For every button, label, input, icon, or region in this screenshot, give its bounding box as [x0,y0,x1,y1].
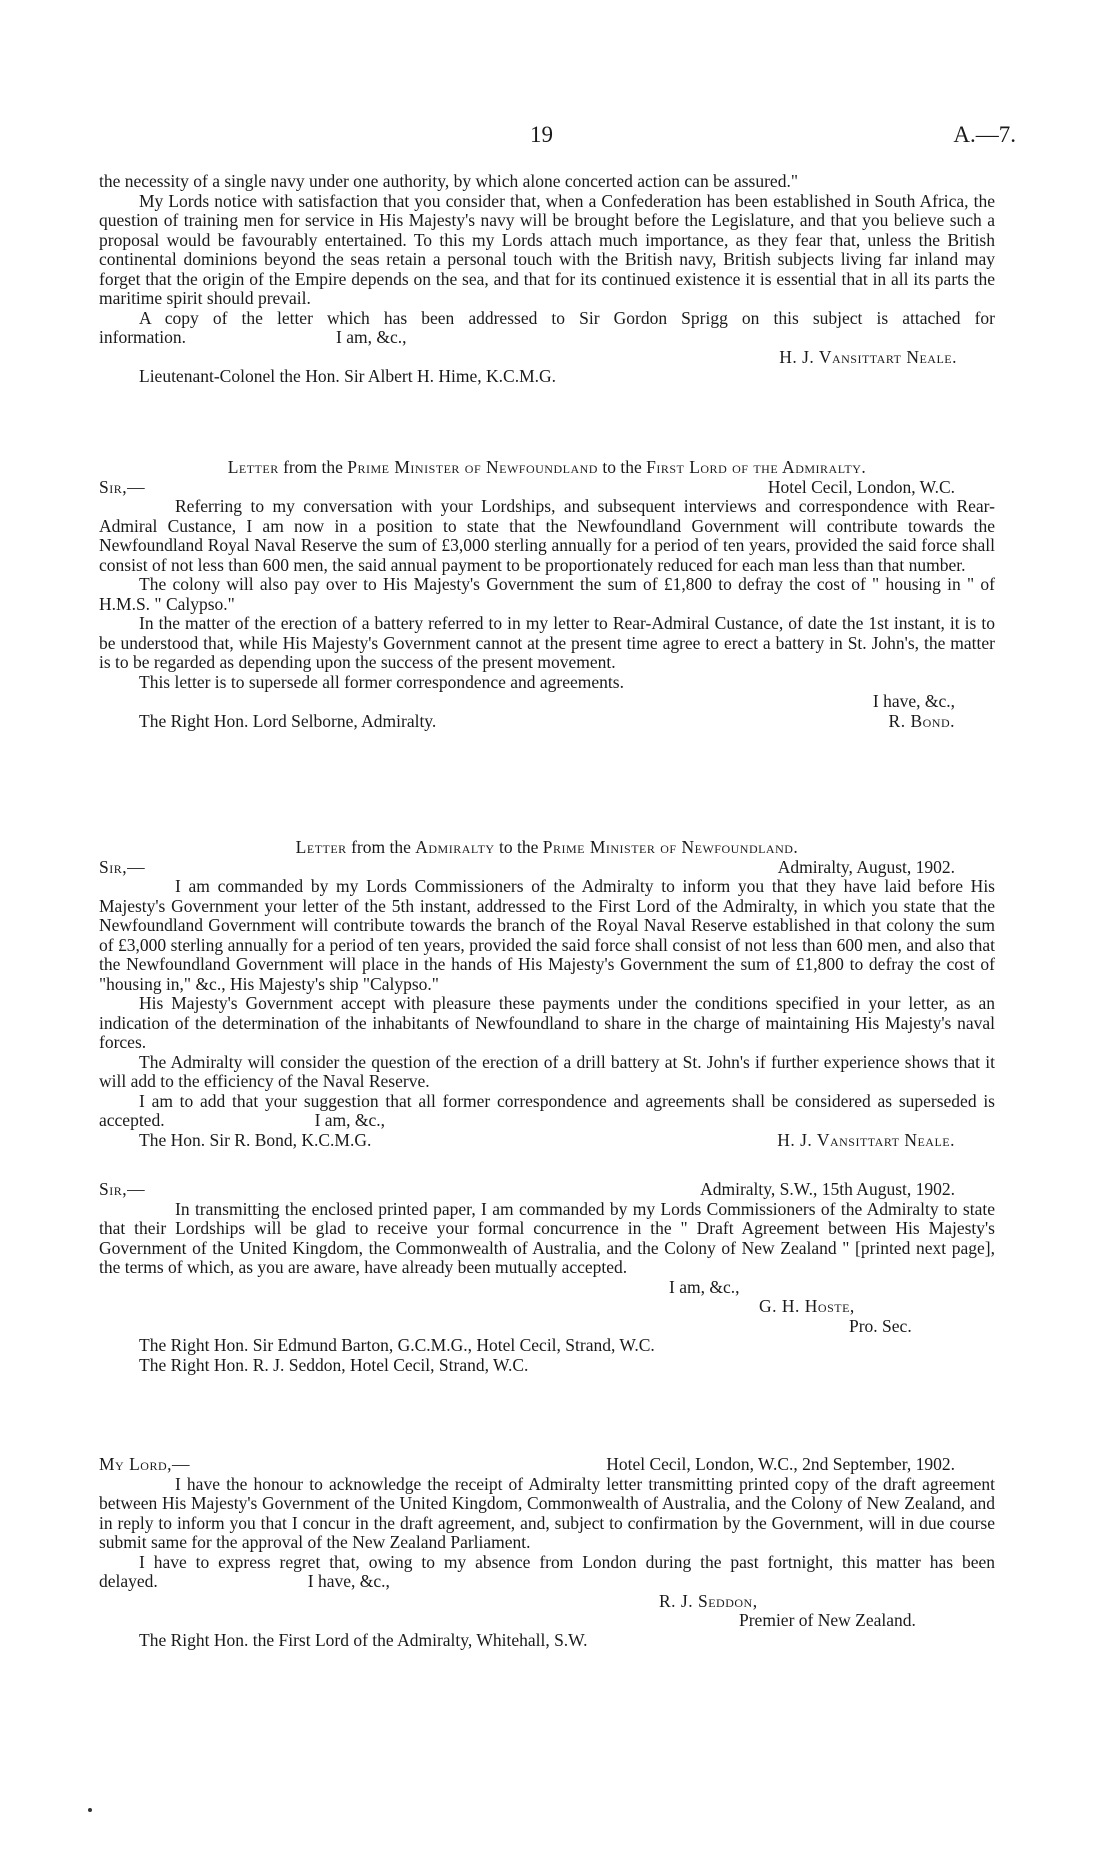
signer: R. J. Seddon, [659,1590,758,1611]
print-mark [88,1808,92,1812]
paragraph: In the matter of the erection of a battery referred to in my letter to Rear-Admiral Custance, of date the 1st instant, it is to be understood that, while His Majesty's Government cannot at the present time agree to erect a battery in St. John's, the matter is to be regarded as depending upon the success of the present movement. [99,613,995,672]
salutation-row [99,1180,995,1200]
paragraph-text: I have to express regret that, owing to my absence from London during the past fortnight, this matter has been delayed. [99,1551,995,1591]
addressee: The Hon. Sir R. Bond, K.C.M.G. [139,1129,372,1150]
addressee: The Right Hon. Lord Selborne, Admiralty. [139,710,437,731]
paper-signature: A.—7. [953,122,1016,147]
signer: H. J. Vansittart Neale. [777,1129,955,1150]
paragraph [99,1092,995,1131]
paragraph: In transmitting the enclosed printed paper, I am commanded by my Lords Commissioners of the Admiralty to state that their Lordships will be glad to receive your formal concurrence in the " Draft Agreement between His Majesty's Government of the United Kingdom, the Commonwealth of Australia, and the Colony of New Zealand " [printed next page], the terms of which, as you are aware, have already been mutually accepted. [99,1198,995,1277]
paragraph-text: A copy of the letter which has been addressed to Sir Gordon Sprigg on this subject is attached for information. [99,307,995,347]
letter-newfoundland [99,458,995,731]
paragraph: Referring to my conversation with your Lordships, and subsequent interviews and correspondence with Rear-Admiral Custance, I am now in a position to state that the Newfoundland Government will contribute towards the Newfoundland Royal Naval Reserve the sum of £3,000 sterling annually for a period of ten years, provided the said force shall consist of not less than 600 men, the said annual payment to be proportionately reduced for each man less than that number. [99,496,995,575]
salutation: Sir,— [99,856,146,877]
page-header [0,122,1114,152]
salutation: Sir,— [99,476,146,497]
letter-heading: Letter from the Prime Minister of Newfoundland to the First Lord of the Admiralty. [227,457,867,477]
paragraph: My Lords notice with satisfaction that you consider that, when a Confederation has been established in South Africa, the question of training men for service in His Majesty's navy will be brought before the Legislature, and that you believe such a proposal would be favourably entertained. To this my Lords attach much importance, as they fear that, unless the British continental dominions beyond the seas retain a personal touch with the British navy, British subjects living far inland may forget that the origin of the Empire depends on the sea, and that for its continued existence it is essential that in all its parts the maritime spirit should prevail. [99,190,995,308]
signer: G. H. Hoste, [759,1296,855,1316]
signer-title: Premier of New Zealand. [739,1610,916,1630]
continued-letter [99,172,995,387]
paragraph: This letter is to supersede all former correspondence and agreements. [139,671,624,692]
signer: H. J. Vansittart Neale. [779,346,957,367]
letter-seddon [99,1455,995,1650]
addressee-row [99,1131,995,1151]
closing: I am, &c., [314,1110,386,1130]
addressee: The Right Hon. Sir Edmund Barton, G.C.M.G., Hotel Cecil, Strand, W.C. [139,1335,655,1355]
paragraph: I have the honour to acknowledge the receipt of Admiralty letter transmitting printed copy of the draft agreement between His Majesty's Government of the United Kingdom, Commonwealth of Australia, and the Colony of New Zealand, and in reply to inform you that I concur in the draft agreement, and, subject to confirmation by the Government, will in due course submit same for the approval of the New Zealand Parliament. [99,1473,995,1552]
letter-admiralty [99,838,995,1150]
letter-heading: Letter from the Admiralty to the Prime Minister of Newfoundland. [295,837,799,857]
salutation-row [99,1455,995,1475]
signer: R. Bond. [888,710,955,731]
addressee: The Right Hon. R. J. Seddon, Hotel Cecil, Strand, W.C. [139,1354,529,1375]
paragraph: the necessity of a single navy under one authority, by which alone concerted action can be assured." [99,171,798,191]
closing: I am, &c., [669,1276,740,1297]
paragraph: The colony will also pay over to His Majesty's Government the sum of £1,800 to defray the cost of " housing in " of H.M.S. " Calypso." [99,574,995,614]
salutation-row [99,478,995,498]
closing: I am, &c., [336,327,407,347]
addressee-row [99,712,995,732]
paragraph [99,309,995,348]
paragraph-text: I am to add that your suggestion that all former correspondence and agreements shall be considered as superseded is accepted. [99,1090,995,1130]
place-date: Admiralty, August, 1902. [777,856,955,877]
closing: I have, &c., [872,691,955,711]
page-number: 19 [530,122,553,147]
signer-title: Pro. Sec. [849,1315,912,1336]
paragraph [99,1553,995,1592]
paragraph: I am commanded by my Lords Commissioners of the Admiralty to inform you that they have laid before His Majesty's Government your letter of the 5th instant, addressed to the First Lord of the Admiralty, in which you state that the Newfoundland Government will contribute towards the branch of the Royal Naval Reserve established in that colony the sum of £3,000 sterling annually for a period of ten years, provided the said force shall consist of not less than 600 men, and also that the Newfoundland Government will place in the hands of His Majesty's Government the sum of £1,800 to defray the cost of "housing in," &c., His Majesty's ship "Calypso." [99,876,995,994]
closing: I have, &c., [307,1571,390,1591]
letter-hoste [99,1180,995,1375]
addressee: Lieutenant-Colonel the Hon. Sir Albert H. Hime, K.C.M.G. [139,366,557,386]
paragraph: The Admiralty will consider the question of the erection of a drill battery at St. John's if further experience shows that it will add to the efficiency of the Naval Reserve. [99,1051,995,1091]
place-date: Hotel Cecil, London, W.C. [767,476,955,497]
place-date: Admiralty, S.W., 15th August, 1902. [700,1179,955,1199]
salutation: My Lord,— [99,1454,191,1474]
paragraph: His Majesty's Government accept with pleasure these payments under the conditions specified in your letter, as an indication of the determination of the inhabitants of Newfoundland to share in the charge of maintaining His Majesty's naval forces. [99,993,995,1052]
salutation: Sir,— [99,1179,146,1199]
addressee: The Right Hon. the First Lord of the Admiralty, Whitehall, S.W. [139,1629,588,1650]
salutation-row [99,858,995,878]
place-date: Hotel Cecil, London, W.C., 2nd September, 1902. [606,1454,955,1474]
